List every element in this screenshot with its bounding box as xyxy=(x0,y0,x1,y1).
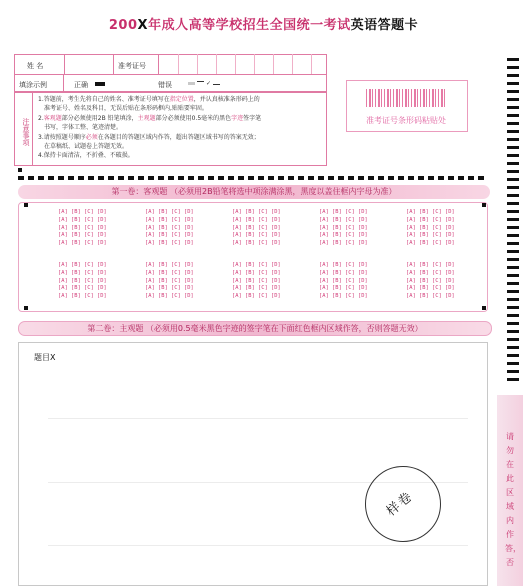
option-row[interactable]: [A] [B] [C] [D] xyxy=(145,209,194,215)
option-row[interactable]: [A] [B] [C] [D] xyxy=(145,232,194,239)
option-row[interactable]: [A] [B] [C] [D] xyxy=(145,285,194,292)
option-row[interactable]: [A] [B] [C] [D] xyxy=(319,232,368,239)
option-row[interactable]: [A] [B] [C] [D] xyxy=(145,293,194,300)
barcode-icon xyxy=(366,89,446,107)
option-row[interactable]: [A] [B] [C] [D] xyxy=(145,224,194,231)
option-row[interactable]: [A] [B] [C] [D] xyxy=(319,240,368,247)
wrong-label: 错误 xyxy=(158,81,172,89)
option-row[interactable]: [A] [B] [C] [D] xyxy=(58,269,107,276)
option-row[interactable]: [A] [B] [C] [D] xyxy=(406,277,455,284)
correct-label: 正确 xyxy=(74,81,88,89)
option-row[interactable]: [A] [B] [C] [D] xyxy=(58,262,107,268)
option-row[interactable]: [A] [B] [C] [D] xyxy=(58,240,107,247)
option-row[interactable]: [A] [B] [C] [D] xyxy=(319,216,368,223)
option-row[interactable]: [A] [B] [C] [D] xyxy=(58,293,107,300)
option-row[interactable]: [A] [B] [C] [D] xyxy=(145,262,194,268)
option-row[interactable]: [A] [B] [C] [D] xyxy=(232,209,281,215)
section2-header: 第二卷：主观题 （必须用0.5毫米黑色字迹的签字笔在下面红色框内区域作答，否则答题无效） xyxy=(18,321,492,336)
option-row[interactable]: [A] [B] [C] [D] xyxy=(319,285,368,292)
wrong-example-marks: ✓ xyxy=(188,80,220,87)
option-row[interactable]: [A] [B] [C] [D] xyxy=(319,224,368,231)
fill-example-label: 填涂示例 xyxy=(19,81,47,89)
page-title: 200X年成人高等学校招生全国统一考试英语答题卡 xyxy=(108,18,419,33)
option-row[interactable]: [A] [B] [C] [D] xyxy=(232,293,281,300)
option-row[interactable]: [A] [B] [C] [D] xyxy=(232,285,281,292)
name-label: 姓 名 xyxy=(27,62,44,70)
option-row[interactable]: [A] [B] [C] [D] xyxy=(58,224,107,231)
option-row[interactable]: [A] [B] [C] [D] xyxy=(406,269,455,276)
option-row[interactable]: [A] [B] [C] [D] xyxy=(406,224,455,231)
notes-text: 1.答题前，考生先将自己的姓名、准考证号填写在指定位置，并认真核准条形码上的 准考证号、姓名及科目，无误后贴在条形码框内,贴贴要牢固。 2.客观题部分必须使用2B 铅笔填涂，主观题部分必须使用0.5毫米的黑色字迹签字笔 书写，字体工整、笔迹清楚。 3.请按照题号顺序必须在各题目的答题区域内作答，超出答题区域书写的答案无效； 在草稿纸、试题卷上答题无效。 4.保持卡面清洁，不折叠、不破损。 xyxy=(38,96,262,160)
option-row[interactable]: [A] [B] [C] [D] xyxy=(58,209,107,215)
stamp-label: 样卷 xyxy=(383,488,417,520)
option-row[interactable]: [A] [B] [C] [D] xyxy=(232,240,281,247)
option-row[interactable]: [A] [B] [C] [D] xyxy=(406,285,455,292)
option-row[interactable]: [A] [B] [C] [D] xyxy=(145,240,194,247)
option-row[interactable]: [A] [B] [C] [D] xyxy=(58,277,107,284)
option-row[interactable]: [A] [B] [C] [D] xyxy=(319,262,368,268)
option-row[interactable]: [A] [B] [C] [D] xyxy=(232,216,281,223)
option-row[interactable]: [A] [B] [C] [D] xyxy=(145,216,194,223)
option-row[interactable]: [A] [B] [C] [D] xyxy=(406,232,455,239)
name-field[interactable] xyxy=(65,55,112,73)
option-row[interactable]: [A] [B] [C] [D] xyxy=(406,216,455,223)
dashed-separator xyxy=(18,176,488,180)
option-row[interactable]: [A] [B] [C] [D] xyxy=(319,269,368,276)
subjective-answer-area[interactable] xyxy=(18,342,488,586)
question-label: 题目X xyxy=(34,353,56,362)
option-row[interactable]: [A] [B] [C] [D] xyxy=(406,209,455,215)
correct-example-mark xyxy=(95,82,105,86)
option-row[interactable]: [A] [B] [C] [D] xyxy=(145,269,194,276)
option-row[interactable]: [A] [B] [C] [D] xyxy=(145,277,194,284)
option-row[interactable]: [A] [B] [C] [D] xyxy=(58,232,107,239)
option-row[interactable]: [A] [B] [C] [D] xyxy=(232,277,281,284)
option-row[interactable]: [A] [B] [C] [D] xyxy=(58,216,107,223)
option-row[interactable]: [A] [B] [C] [D] xyxy=(232,224,281,231)
option-row[interactable]: [A] [B] [C] [D] xyxy=(58,285,107,292)
option-row[interactable]: [A] [B] [C] [D] xyxy=(232,269,281,276)
ticket-label: 准考证号 xyxy=(118,62,146,70)
option-row[interactable]: [A] [B] [C] [D] xyxy=(319,277,368,284)
option-row[interactable]: [A] [B] [C] [D] xyxy=(406,262,455,268)
option-row[interactable]: [A] [B] [C] [D] xyxy=(232,232,281,239)
option-row[interactable]: [A] [B] [C] [D] xyxy=(319,209,368,215)
option-row[interactable]: [A] [B] [C] [D] xyxy=(319,293,368,300)
option-row[interactable]: [A] [B] [C] [D] xyxy=(232,262,281,268)
option-row[interactable]: [A] [B] [C] [D] xyxy=(406,240,455,247)
option-row[interactable]: [A] [B] [C] [D] xyxy=(406,293,455,300)
section1-header: 第一卷：客观题 （必须用2B铅笔将选中项涂满涂黑，黑度以盖住框内字母为准） xyxy=(18,185,490,199)
barcode-label: 准考证号条形码粘贴处 xyxy=(366,116,446,125)
notes-title: 注意事项 xyxy=(15,92,33,166)
side-notice: 请勿在此区域内作答，否 xyxy=(505,432,521,567)
